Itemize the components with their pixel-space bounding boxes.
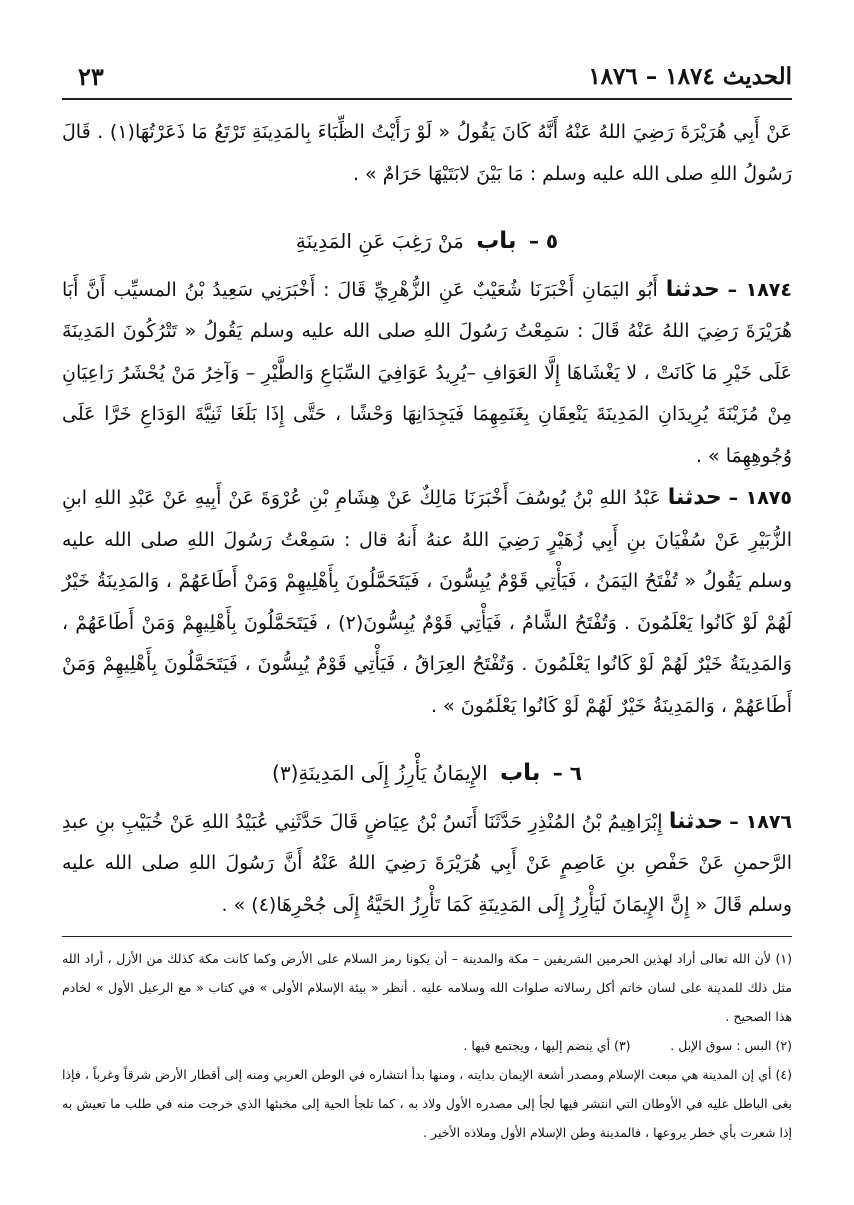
main-text (62, 112, 792, 926)
footnote-2-3 (62, 1031, 792, 1060)
header-rule (62, 98, 792, 100)
footnotes (62, 944, 792, 1147)
page-number: ٢٣ (78, 61, 104, 91)
hadith-text: إِبْرَاهِيمُ بْنُ المُنْذِرِ حَدَّثَنَا أَنَسُ بْنُ عِيَاضٍ قَالَ حَدَّثَنِي عُبَيْدُ اللهِ عَنْ خُبَيْبِ بنِ عبدِ الرَّحمنِ عَنْ حَفْصِ بنِ عَاصِمٍ عَنْ أَبِي هُرَيْرَةَ رَضِيَ اللهُ عَنْهُ أَنَّ رَسُولَ اللهِ صلى الله عليه وسلم قَالَ « إِنَّ الإِيمَانَ لَيَأْرِزُ إِلَى المَدِينَةِ كَمَا تَأْرِزُ الحَيَّةُ إِلَى جُحْرِهَا(٤) » . (62, 810, 792, 916)
chapter-number: ٥ – (528, 229, 559, 253)
footnote-4: (٤) أي إن المدينة هي مبعث الإسلام ومصدر أشعة الإيمان بدايته ، ومنها بدأ انتشاره في الوطن العربي ومنه إلى أقطار الأرض شرقاً وغرباً ، فإذا بغى الباطل عليه في الأوطان التي انتشر فيها لجأ إلى مصدره الأول ولاذ به ، كما تلجأ الحية إلى مخبئها الذي خرجت منه في طلب ما تعيش به إذا شعرت بأي خطر يروعها ، فالمدينة وطن الإسلام الأول وملاذه الأخير . (62, 1067, 792, 1140)
chapter-word: باب (476, 228, 517, 254)
footnote-rule (62, 936, 792, 937)
hadith-1874 (62, 269, 792, 478)
hadith-number: ١٨٧٦ – (729, 810, 793, 833)
haddathana-mark: حدثنا (667, 485, 722, 510)
hadith-number: ١٨٧٥ – (728, 487, 792, 509)
hadith-text: عَبْدُ اللهِ بْنُ يُوسُفَ أَخْبَرَنَا مَالِكٌ عَنْ هِشَامِ بْنِ عُرْوَةَ عَنْ أَبِيهِ عَنْ عَبْدِ اللهِ ابنِ الزُّبَيْرِ عَنْ سُفْيَانَ بنِ أَبِي زُهَيْرٍ رَضِيَ اللهُ عنهُ أَنهُ قال : سَمِعْتُ رَسُولَ اللهِ صلى الله عليه وسلم يَقُولُ « تُفْتَحُ اليَمَنُ ، فَيَأْتِي قَوْمٌ يُبِسُّونَ ، فَيَتَحَمَّلُونَ بِأَهْلِيهِمْ وَمَنْ أَطَاعَهُمْ ، وَالمَدِينَةُ خَيْرٌ لَهُمْ لَوْ كَانُوا يَعْلَمُونَ . وَتُفْتَحُ الشَّامُ ، فَيَأْتِي قَوْمٌ يُبِسُّونَ(٢) ، فَيَتَحَمَّلُونَ بِأَهْلِيهِمْ وَمَنْ أَطَاعَهُمْ ، وَالمَدِينَةُ خَيْرٌ لَهُمْ لَوْ كَانُوا يَعْلَمُونَ . وَتُفْتَحُ العِرَاقُ ، فَيَأْتِي قَوْمٌ يُبِسُّونَ ، فَيَتَحَمَّلُونَ بِأَهْلِيهِمْ وَمَنْ أَطَاعَهُمْ ، وَالمَدِينَةُ خَيْرٌ لَهُمْ لَوْ كَانُوا يَعْلَمُونَ » . (62, 487, 792, 717)
haddathana-mark: حدثنا (665, 276, 720, 302)
hadith-1875 (62, 477, 792, 727)
page-header (78, 58, 792, 94)
hadith-number: ١٨٧٤ – (727, 278, 792, 301)
chapter-heading-6 (62, 753, 792, 795)
chapter-word: باب (500, 760, 541, 786)
chapter-heading-5 (62, 221, 792, 263)
hadith-1876 (62, 801, 792, 927)
chapter-title: مَنْ رَغِبَ عَنِ المَدِينَةِ (295, 229, 464, 253)
footnote-2: (٢) البس : سوق الإبل . (670, 1038, 792, 1053)
chapter-title: الإِيمَانُ يَأْرِزُ إِلَى المَدِينَةِ(٣) (272, 761, 488, 785)
chapter-number: ٦ – (552, 761, 582, 785)
hadith-text: أَبُو اليَمَانِ أَخْبَرَنَا شُعَيْبٌ عَنِ الزُّهْرِيِّ قَالَ : أَخْبَرَنِي سَعِيدُ بْنُ المسيِّب أَنَّ أَبَا هُرَيْرَةَ رَضِيَ اللهُ عَنْهُ قَالَ : سَمِعْتُ رَسُولَ اللهِ صلى الله عليه وسلم يَقُولُ « تَتْرُكُونَ المَدِينَةَ عَلَى خَيْرِ مَا كَانَتْ ، لا يَغْشَاهَا إِلَّا العَوَافِ –يُرِيدُ عَوَافِيَ السِّبَاعِ وَالطَّيْرِ – وَآخِرُ مَنْ يُحْشَرُ رَاعِيَانِ مِنْ مُزَيْنَةَ يُرِيدَانِ المَدِينَةَ يَنْعِقَانِ بِغَنَمِهِمَا فَيَجِدَانِهَا وَحْشًا ، حَتَّى إِذَا بَلَغَا ثَنِيَّةَ الوَدَاعِ خَرَّا عَلَى وُجُوهِهِمَا » . (62, 278, 792, 467)
running-title: الحديث ١٨٧٤ – ١٨٧٦ (588, 62, 792, 90)
footnote-1: (١) لأن الله تعالى أراد لهذين الحرمين الشريفين – مكة والمدينة – أن يكونا رمز السلام على الأرض وكما كانت مكة كذلك من الأزل ، أراد الله مثل ذلك للمدينة على لسان خاتم أكل رسالاته صلوات الله وسلامه عليه . أنظر « بيئة الإسلام الأولى » في كتاب « مع الرعيل الأول » لخادم هذا الصحيح . (62, 951, 792, 1024)
haddathana-mark: حدثنا (668, 808, 723, 834)
footnote-3: (٣) أي ينضم إليها ، ويجتمع فيها . (463, 1038, 631, 1053)
continuation-paragraph: عَنْ أَبِي هُرَيْرَةَ رَضِيَ اللهُ عَنْهُ أَنَّهُ كَانَ يَقُولُ « لَوْ رَأَيْتُ الظِّبَاءَ بِالمَدِينَةِ تَرْتَعُ مَا ذَعَرْتُهَا(١) . قَالَ رَسُولُ اللهِ صلى الله عليه وسلم : مَا بَيْنَ لابَتَيْهَا حَرَامٌ » . (62, 121, 792, 185)
